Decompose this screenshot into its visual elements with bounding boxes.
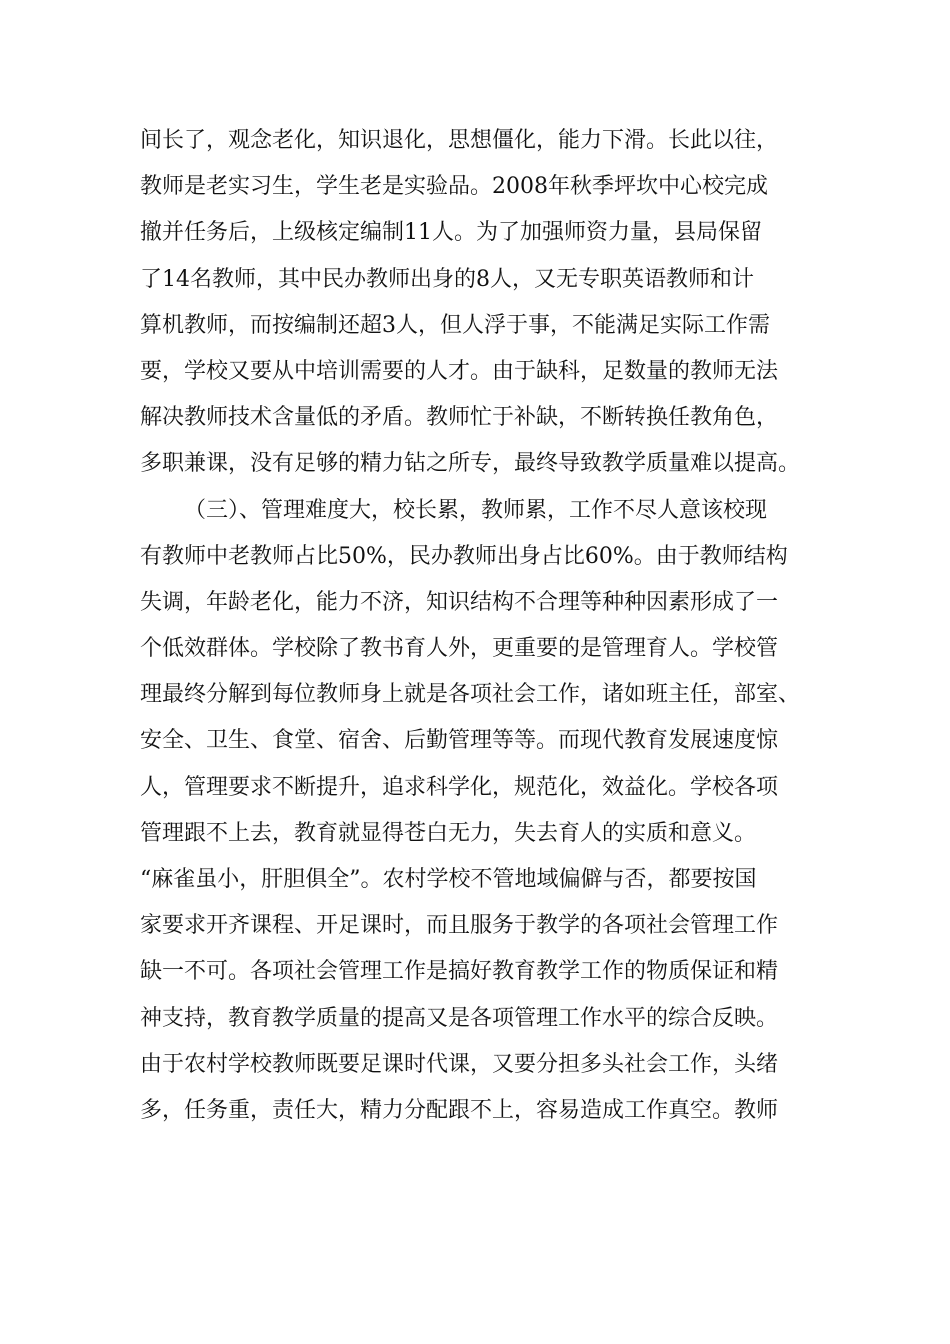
text-line: 由于农村学校教师既要足课时代课，又要分担多头社会工作，头绪 bbox=[140, 1051, 779, 1077]
section-heading-line: （三）、管理难度大，校长累，教师累，工作不尽人意该校现 bbox=[184, 497, 768, 523]
text-line: 缺一不可。各项社会管理工作是搞好教育教学工作的物质保证和精 bbox=[140, 959, 779, 985]
text-line: 有教师中老教师占比50%，民办教师出身占比60%。由于教师结构 bbox=[140, 543, 788, 569]
text-line: 人，管理要求不断提升，追求科学化，规范化，效益化。学校各项 bbox=[140, 774, 779, 800]
text-line: 神支持，教育教学质量的提高又是各项管理工作水平的综合反映。 bbox=[140, 1005, 779, 1031]
text-line: 间长了，观念老化，知识退化，思想僵化，能力下滑。长此以往， bbox=[140, 128, 779, 153]
text-line: 个低效群体。学校除了教书育人外，更重要的是管理育人。学校管 bbox=[140, 636, 779, 662]
text-line: 要，学校又要从中培训需要的人才。由于缺科，足数量的教师无法 bbox=[140, 358, 779, 384]
text-line: 安全、卫生、食堂、宿舍、后勤管理等等。而现代教育发展速度惊 bbox=[140, 728, 779, 754]
text-line: 理最终分解到每位教师身上就是各项社会工作，诸如班主任，部室、 bbox=[140, 682, 801, 708]
text-line: 解决教师技术含量低的矛盾。教师忙于补缺，不断转换任教角色， bbox=[140, 405, 779, 431]
text-line: 撤并任务后，上级核定编制11人。为了加强师资力量，县局保留 bbox=[140, 220, 762, 246]
text-line: 多，任务重，责任大，精力分配跟不上，容易造成工作真空。教师 bbox=[140, 1097, 779, 1123]
text-line: “麻雀虽小，肝胆俱全”。农村学校不管地域偏僻与否，都要按国 bbox=[140, 867, 757, 892]
text-line: 管理跟不上去，教育就显得苍白无力，失去育人的实质和意义。 bbox=[140, 820, 757, 846]
text-line: 了14名教师，其中民办教师出身的8人，又无专职英语教师和计 bbox=[140, 266, 754, 292]
body-text bbox=[140, 118, 830, 1134]
text-line: 家要求开齐课程、开足课时，而且服务于教学的各项社会管理工作 bbox=[140, 913, 779, 939]
text-line: 算机教师，而按编制还超3人，但人浮于事，不能满足实际工作需 bbox=[140, 312, 770, 338]
text-line: 教师是老实习生，学生老是实验品。2008年秋季坪坎中心校完成 bbox=[140, 174, 768, 200]
text-line: 失调，年龄老化，能力不济，知识结构不合理等种种因素形成了一 bbox=[140, 589, 779, 615]
text-line: 多职兼课，没有足够的精力钻之所专，最终导致教学质量难以提高。 bbox=[140, 451, 801, 477]
